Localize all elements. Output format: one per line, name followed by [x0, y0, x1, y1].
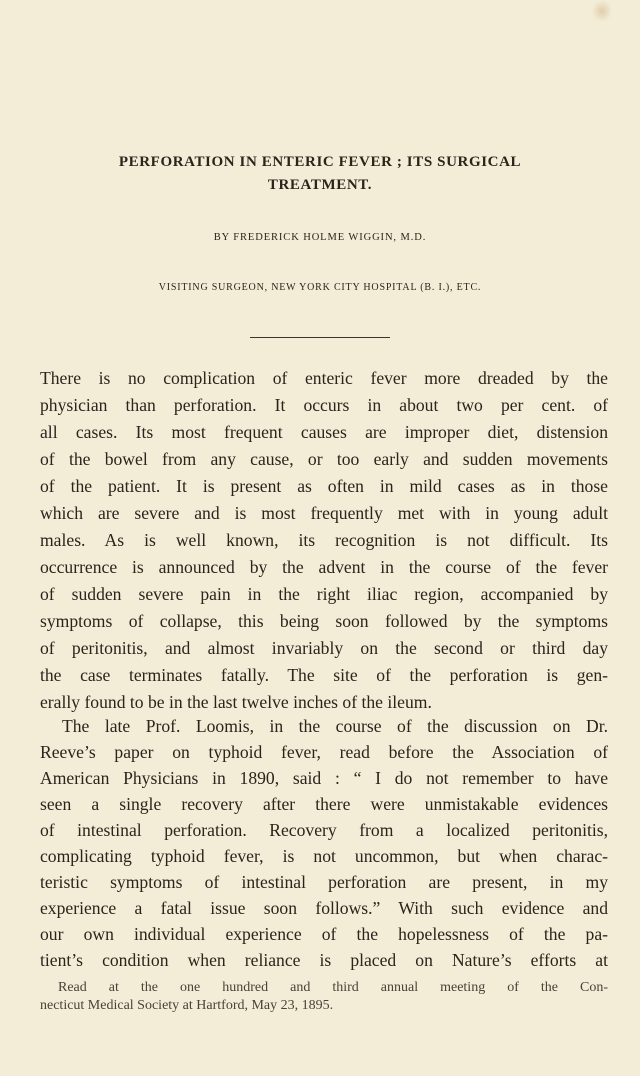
author-affiliation: VISITING SURGEON, NEW YORK CITY HOSPITAL (B. I.), ETC. — [158, 282, 482, 293]
footnote-line: necticut Medical Society at Hartford, May 23, 1895. — [40, 998, 334, 1013]
body-line: erally found to be in the last twelve inches of the ileum. — [40, 692, 432, 712]
section-divider — [250, 337, 390, 338]
body-line: physician than perforation. It occurs in about two per cent. of — [40, 395, 608, 415]
article-title-line-1: PERFORATION IN ENTERIC FEVER ; ITS SURGICAL — [118, 154, 522, 170]
paragraph-start-line: The late Prof. Loomis, in the course of the discussion on Dr. — [62, 716, 608, 736]
body-line: complicating typhoid fever, is not uncommon, but when charac- — [40, 846, 608, 866]
body-line: which are severe and is most frequently met with in young adult — [40, 503, 608, 523]
body-line: of sudden severe pain in the right iliac region, accompanied by — [40, 584, 608, 604]
body-line: experience a fatal issue soon follows.” With such evidence and — [40, 898, 608, 918]
body-line: American Physicians in 1890, said : “ I do not remember to have — [40, 768, 608, 788]
body-line: males. As is well known, its recognition is not difficult. Its — [40, 530, 608, 550]
body-line: tient’s condition when reliance is placed on Nature’s efforts at — [40, 950, 608, 970]
body-line: of the patient. It is present as often in mild cases as in those — [40, 476, 608, 496]
paper-stain — [592, 0, 612, 22]
body-line: of peritonitis, and almost invariably on the second or third day — [40, 638, 608, 658]
article-title-line-2: TREATMENT. — [267, 177, 373, 193]
author-byline: BY FREDERICK HOLME WIGGIN, M.D. — [213, 232, 427, 243]
body-line: teristic symptoms of intestinal perforation are present, in my — [40, 872, 608, 892]
body-line: our own individual experience of the hopelessness of the pa- — [40, 924, 608, 944]
body-line: symptoms of collapse, this being soon followed by the symptoms — [40, 611, 608, 631]
body-line: seen a single recovery after there were unmistakable evidences — [40, 794, 608, 814]
body-line: Reeve’s paper on typhoid fever, read before the Association of — [40, 742, 608, 762]
body-line: the case terminates fatally. The site of the perforation is gen- — [40, 665, 608, 685]
body-line: occurrence is announced by the advent in the course of the fever — [40, 557, 608, 577]
body-line: of intestinal perforation. Recovery from a localized peritonitis, — [40, 820, 608, 840]
body-line: There is no complication of enteric fever more dreaded by the — [40, 368, 608, 388]
footnote-line: Read at the one hundred and third annual meeting of the Con- — [58, 980, 608, 995]
body-line: all cases. Its most frequent causes are improper diet, distension — [40, 422, 608, 442]
body-line: of the bowel from any cause, or too early and sudden movements — [40, 449, 608, 469]
